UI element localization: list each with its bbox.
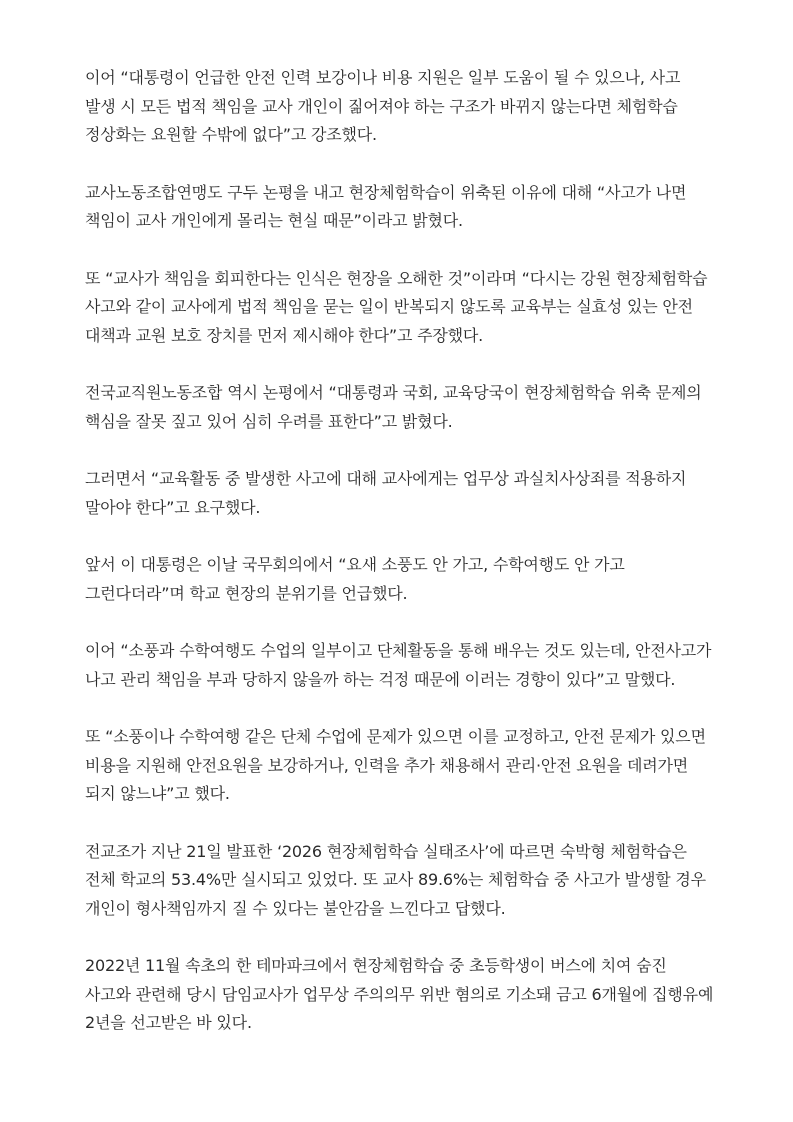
article-paragraph: 그러면서 “교육활동 중 발생한 사고에 대해 교사에게는 업무상 과실치사상죄를 적용하지 말아야 한다”고 요구했다. [85,469,687,517]
article-paragraph: 또 “교사가 책임을 회피한다는 인식은 현장을 오해한 것”이라며 “다시는 강원 현장체험학습 사고와 같이 교사에게 법적 책임을 묻는 일이 반복되지 않도록 교육부는 실효성 있는 안전 대책과 교원 보호 장치를 먼저 제시해야 한다”고 주장했다. [85,268,708,345]
article-body [85,64,715,1067]
article-paragraph: 이어 “대통령이 언급한 안전 인력 보강이나 비용 지원은 일부 도움이 될 수 있으나, 사고 발생 시 모든 법적 책임을 교사 개인이 짊어져야 하는 구조가 바뀌지 않는다면 체험학습 정상화는 요원할 수밖에 없다”고 강조했다. [85,68,681,144]
article-paragraph: 전국교직원노동조합 역시 논평에서 “대통령과 국회, 교육당국이 현장체험학습 위축 문제의 핵심을 잘못 짚고 있어 심히 우려를 표한다”고 밝혔다. [85,383,702,431]
article-paragraph: 앞서 이 대통령은 이날 국무회의에서 “요새 소풍도 안 가고, 수학여행도 안 가고 그런다더라”며 학교 현장의 분위기를 언급했다. [85,555,625,603]
article-paragraph: 이어 “소풍과 수학여행도 수업의 일부이고 단체활동을 통해 배우는 것도 있는데, 안전사고가 나고 관리 책임을 부과 당하지 않을까 하는 걱정 때문에 이러는 경향이 있다”고 말했다. [85,641,712,689]
article-paragraph: 2022년 11월 속초의 한 테마파크에서 현장체험학습 중 초등학생이 버스에 치여 숨진 사고와 관련해 당시 담임교사가 업무상 주의의무 위반 혐의로 기소돼 금고 6개월에 집행유예 2년을 선고받은 바 있다. [85,956,714,1032]
article-paragraph: 교사노동조합연맹도 구두 논평을 내고 현장체험학습이 위축된 이유에 대해 “사고가 나면 책임이 교사 개인에게 몰리는 현실 때문”이라고 밝혔다. [85,182,687,230]
article-paragraph: 전교조가 지난 21일 발표한 ‘2026 현장체험학습 실태조사’에 따르면 숙박형 체험학습은 전체 학교의 53.4%만 실시되고 있었다. 또 교사 89.6%는 체험학습 중 사고가 발생할 경우 개인이 형사책임까지 질 수 있다는 불안감을 느낀다고 답했다. [85,841,706,918]
article-paragraph: 또 “소풍이나 수학여행 같은 단체 수업에 문제가 있으면 이를 교정하고, 안전 문제가 있으면 비용을 지원해 안전요원을 보강하거나, 인력을 추가 채용해서 관리·안전 요원을 데려가면 되지 않느냐”고 했다. [85,727,706,803]
